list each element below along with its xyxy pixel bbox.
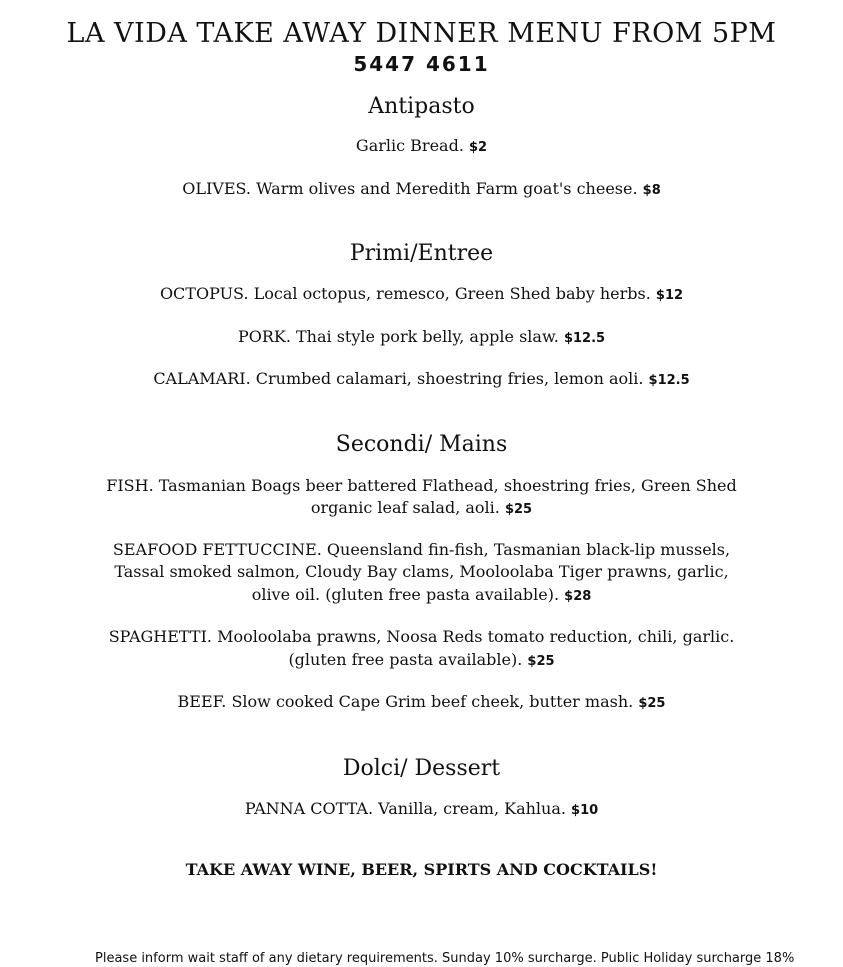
menu-item-octopus xyxy=(97,283,747,308)
item-price: $12 xyxy=(655,288,684,303)
section-heading-secondi: Secondi/ Mains xyxy=(335,431,508,457)
menu-item-pork xyxy=(97,326,747,351)
item-description: OCTOPUS. Local octopus, remesco, Green Shed baby herbs. xyxy=(159,284,651,303)
menu-item-fish xyxy=(97,475,747,522)
phone-number: 5447 4611 xyxy=(353,52,490,76)
item-description: PANNA COTTA. Vanilla, cream, Kahlua. xyxy=(244,798,566,818)
item-price: $8 xyxy=(642,182,661,198)
item-price: $12.5 xyxy=(648,373,690,388)
item-price: $25 xyxy=(504,502,533,517)
item-description: CALAMARI. Crumbed calamari, shoestring fries, lemon aoli. xyxy=(153,369,644,388)
item-price: $2 xyxy=(469,140,488,155)
item-price: $12.5 xyxy=(563,330,606,346)
item-price: $10 xyxy=(571,802,599,818)
menu-title: LA VIDA TAKE AWAY DINNER MENU FROM 5PM xyxy=(66,18,777,49)
item-price: $25 xyxy=(638,696,666,711)
item-description: BEEF. Slow cooked Cape Grim beef cheek, butter mash. xyxy=(177,692,634,711)
menu-item-beef xyxy=(97,691,747,716)
section-heading-primi: Primi/Entree xyxy=(349,241,494,266)
menu-item-panna-cotta xyxy=(97,798,747,823)
dietary-footnote: Please inform wait staff of any dietary requirements. Sunday 10% surcharge. Public Holiday surcharge 18% xyxy=(95,951,795,966)
item-description: Garlic Bread. xyxy=(355,136,464,155)
section-heading-dolci: Dolci/ Dessert xyxy=(342,755,501,781)
section-heading-antipasto: Antipasto xyxy=(368,94,475,119)
menu-item-seafood-fettuccine xyxy=(97,539,747,609)
item-price: $28 xyxy=(564,588,592,604)
menu-item-calamari xyxy=(97,368,747,393)
menu-item-spaghetti xyxy=(97,626,747,673)
drinks-tagline: TAKE AWAY WINE, BEER, SPIRTS AND COCKTAILS! xyxy=(185,860,658,879)
item-description: SEAFOOD FETTUCCINE. Queensland fin-fish, Tasmanian black-lip mussels, Tassal smoked salmon, Cloudy Bay clams, Mooloolaba Tiger prawns, garlic, olive oil. (gluten free pasta available). xyxy=(112,539,731,604)
item-description: SPAGHETTI. Mooloolaba prawns, Noosa Reds tomato reduction, chili, garlic. (gluten free pasta available). xyxy=(108,627,735,669)
item-description: FISH. Tasmanian Boags beer battered Flathead, shoestring fries, Green Shed organic leaf salad, aoli. xyxy=(106,475,737,517)
menu-item-garlic-bread xyxy=(97,135,747,160)
menu-item-olives xyxy=(97,178,747,203)
item-price: $25 xyxy=(527,653,555,669)
item-description: PORK. Thai style pork belly, apple slaw. xyxy=(237,326,559,346)
item-description: OLIVES. Warm olives and Meredith Farm goat's cheese. xyxy=(182,178,638,198)
